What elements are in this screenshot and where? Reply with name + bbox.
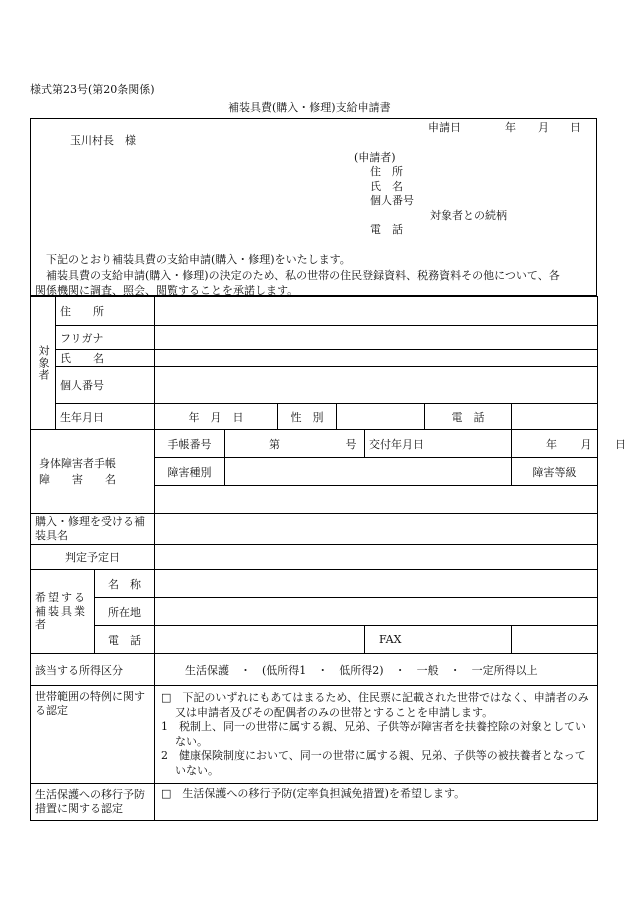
exception-checkbox-text[interactable]: □ 下記のいずれにもあてはまるため、住民票に記載された世帯ではなく、申請者のみ又は申請者及びその配偶者のみの世帯とすることを申請します。 [161,691,589,719]
disability-name-label: 障 害 名 [39,472,116,486]
vendor-phone-field[interactable] [155,626,365,654]
transition-label: 生活保護への移行予防措置に関する認定 [31,784,155,821]
disability-name-field[interactable] [155,486,598,514]
vendor-name-label: 名 称 [95,570,155,598]
subject-name-label: 氏 名 [56,350,155,367]
subject-address-field[interactable] [155,297,598,326]
subject-furigana-label: フリガナ [56,326,155,350]
applicant-address-label: 住 所 [370,165,403,178]
vendor-phone-label: 電 話 [95,626,155,654]
device-name-field[interactable] [155,514,598,545]
subject-birth-date-field[interactable]: 年 月 日 [155,404,278,430]
subject-id-field[interactable] [155,367,598,404]
issue-day: 日 [615,437,626,451]
vendor-fax-field[interactable] [512,626,598,654]
disability-label-cell [31,430,155,514]
application-table [30,296,626,821]
application-date-day[interactable]: 日 [570,121,581,134]
judgement-date-field[interactable] [155,545,598,570]
applicant-phone-label: 電 話 [370,223,403,236]
vendor-location-label: 所在地 [95,598,155,626]
issue-month: 月 [580,437,592,451]
disability-issue-date-label: 交付年月日 [365,430,512,458]
application-date-year[interactable]: 年 [505,121,516,134]
disability-book-number-label: 手帳番号 [155,430,225,458]
disability-book-label: 身体障害者手帳 [39,457,116,471]
disability-type-field[interactable] [225,458,512,486]
disability-type-label: 障害種別 [155,458,225,486]
subject-phone-label: 電 話 [425,404,512,430]
disability-issue-date-field[interactable] [512,430,626,458]
subject-name-field[interactable] [155,350,598,367]
subject-section-label: 対象者 [31,297,56,430]
subject-gender-label: 性 別 [278,404,337,430]
income-label: 該当する所得区分 [31,654,155,686]
book-number-prefix: 第 [269,437,280,451]
application-date-month[interactable]: 月 [538,121,549,134]
consent-text-2a: 補装具費の支給申請(購入・修理)の決定のため、私の世帯の住民登録資料、税務資料その他について、各 [46,269,560,282]
subject-birth-label: 生年月日 [56,404,155,430]
consent-text-1: 下記のとおり補装具費の支給申請(購入・修理)をいたします。 [46,253,351,266]
subject-phone-field[interactable] [512,404,598,430]
issue-year: 年 [546,437,557,451]
vendor-section-label: 希望する補装具業者 [31,570,95,654]
applicant-name-label: 氏 名 [370,180,403,193]
vendor-location-field[interactable] [155,598,598,626]
subject-gender-field[interactable] [337,404,425,430]
addressee: 玉川村長 様 [70,134,136,147]
device-name-label: 購入・修理を受ける補装具名 [31,514,155,545]
subject-address-label: 住 所 [56,297,155,326]
disability-book-number-field[interactable] [225,430,365,458]
applicant-id-label: 個人番号 [370,194,414,207]
application-date-label: 申請日 [428,121,461,134]
income-options[interactable]: 生活保護 ・ (低所得1 ・ 低所得2) ・ 一般 ・ 一定所得以上 [155,654,598,686]
form-title: 補装具費(購入・修理)支給申請書 [228,101,391,114]
judgement-date-label: 判定予定日 [31,545,155,570]
exception-label: 世帯範囲の特例に関する認定 [31,686,155,784]
disability-grade-label: 障害等級 [512,458,598,486]
applicant-relation-label: 対象者との続柄 [430,209,507,222]
book-number-suffix: 号 [345,437,357,451]
form-number: 様式第23号(第20条関係) [30,83,155,96]
applicant-label: (申請者) [354,151,396,164]
exception-content [155,686,598,784]
exception-item-1: 1 税制上、同一の世帯に属する親、兄弟、子供等が障害者を扶養控除の対象としていない。 [161,720,586,748]
vendor-fax-label: FAX [365,626,512,654]
subject-furigana-field[interactable] [155,326,598,350]
vendor-name-field[interactable] [155,570,598,598]
transition-checkbox-text[interactable]: □ 生活保護への移行予防(定率負担減免措置)を希望します。 [155,784,598,821]
consent-text-2b: 関係機関に調査、照会、閲覧することを承諾します。 [35,284,299,297]
exception-item-2: 2 健康保険制度において、同一の世帯に属する親、兄弟、子供等の被扶養者となっていない。 [161,749,586,777]
subject-id-label: 個人番号 [56,367,155,404]
